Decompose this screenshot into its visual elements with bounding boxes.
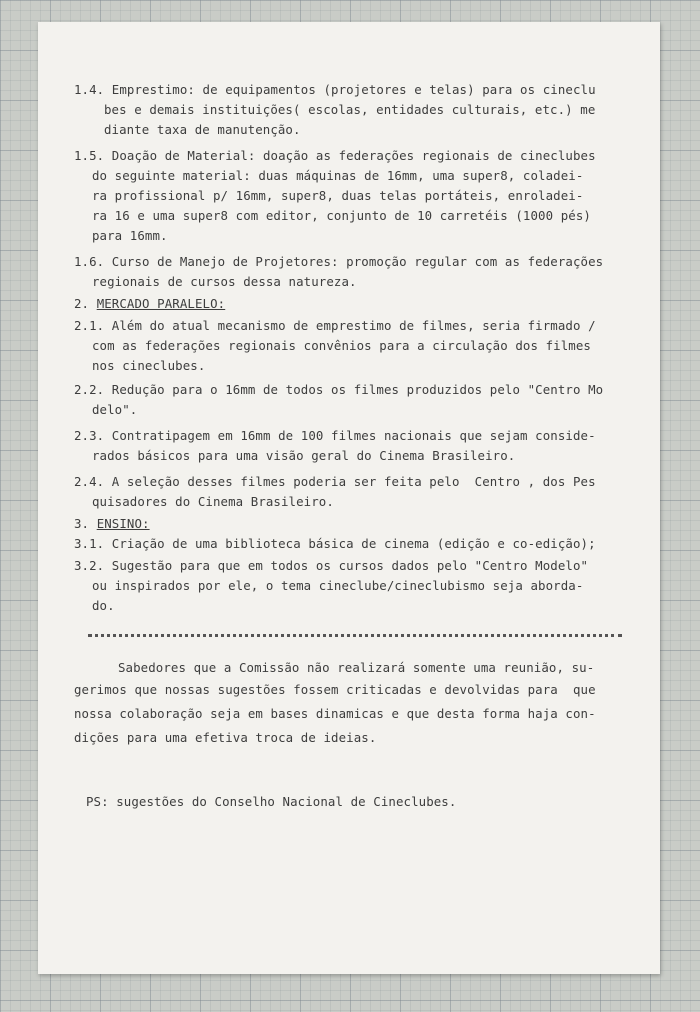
line-2-1-c: nos cineclubes. xyxy=(92,358,206,373)
heading-2-number: 2. xyxy=(74,296,90,311)
heading-2-title: MERCADO PARALELO: xyxy=(96,296,226,311)
closing-line-d: dições para uma efetiva troca de ideias. xyxy=(74,730,377,745)
line-2-3-a: 2.3. Contratipagem em 16mm de 100 filmes nacionais que sejam conside- xyxy=(74,428,596,443)
line-2-2-b: delo". xyxy=(92,402,138,417)
heading-3-title: ENSINO: xyxy=(96,516,150,531)
line-1-5-c: ra profissional p/ 16mm, super8, duas telas portáteis, enroladei- xyxy=(92,188,584,203)
line-1-4-a: 1.4. Emprestimo: de equipamentos (projetores e telas) para os cineclu xyxy=(74,82,596,97)
heading-3 xyxy=(74,516,150,532)
paper-sheet xyxy=(38,22,660,974)
line-3-2-c: do. xyxy=(92,598,115,613)
line-1-5-b: do seguinte material: duas máquinas de 16mm, uma super8, coladei- xyxy=(92,168,584,183)
heading-2 xyxy=(74,296,225,312)
line-2-1-b: com as federações regionais convênios para a circulação dos filmes xyxy=(92,338,591,353)
line-3-1-a: 3.1. Criação de uma biblioteca básica de cinema (edição e co-edição); xyxy=(74,536,596,551)
line-1-6-a: 1.6. Curso de Manejo de Projetores: promoção regular com as federações xyxy=(74,254,604,269)
line-1-5-a: 1.5. Doação de Material: doação as federações regionais de cineclubes xyxy=(74,148,596,163)
heading-3-number: 3. xyxy=(74,516,90,531)
line-1-4-c: diante taxa de manutenção. xyxy=(104,122,301,137)
closing-line-a: Sabedores que a Comissão não realizará somente uma reunião, su- xyxy=(118,660,595,675)
line-2-3-b: rados básicos para uma visão geral do Cinema Brasileiro. xyxy=(92,448,516,463)
line-3-2-a: 3.2. Sugestão para que em todos os cursos dados pelo "Centro Modelo" xyxy=(74,558,589,573)
line-1-4-b: bes e demais instituições( escolas, entidades culturais, etc.) me xyxy=(104,102,596,117)
typed-text xyxy=(38,22,660,974)
line-2-2-a: 2.2. Redução para o 16mm de todos os filmes produzidos pelo "Centro Mo xyxy=(74,382,604,397)
line-2-4-a: 2.4. A seleção desses filmes poderia ser feita pelo Centro , dos Pes xyxy=(74,474,596,489)
postscript: PS: sugestões do Conselho Nacional de Cineclubes. xyxy=(86,794,457,809)
line-1-6-b: regionais de cursos dessa natureza. xyxy=(92,274,357,289)
line-1-5-d: ra 16 e uma super8 com editor, conjunto de 10 carretéis (1000 pés) xyxy=(92,208,591,223)
line-2-1-a: 2.1. Além do atual mecanismo de emprestimo de filmes, seria firmado / xyxy=(74,318,596,333)
line-3-2-b: ou inspirados por ele, o tema cineclube/cineclubismo seja aborda- xyxy=(92,578,584,593)
closing-line-c: nossa colaboração seja em bases dinamicas e que desta forma haja con- xyxy=(74,706,596,721)
closing-line-b: gerimos que nossas sugestões fossem criticadas e devolvidas para que xyxy=(74,682,596,697)
line-1-5-e: para 16mm. xyxy=(92,228,168,243)
line-2-4-b: quisadores do Cinema Brasileiro. xyxy=(92,494,334,509)
dotted-separator xyxy=(88,634,622,637)
